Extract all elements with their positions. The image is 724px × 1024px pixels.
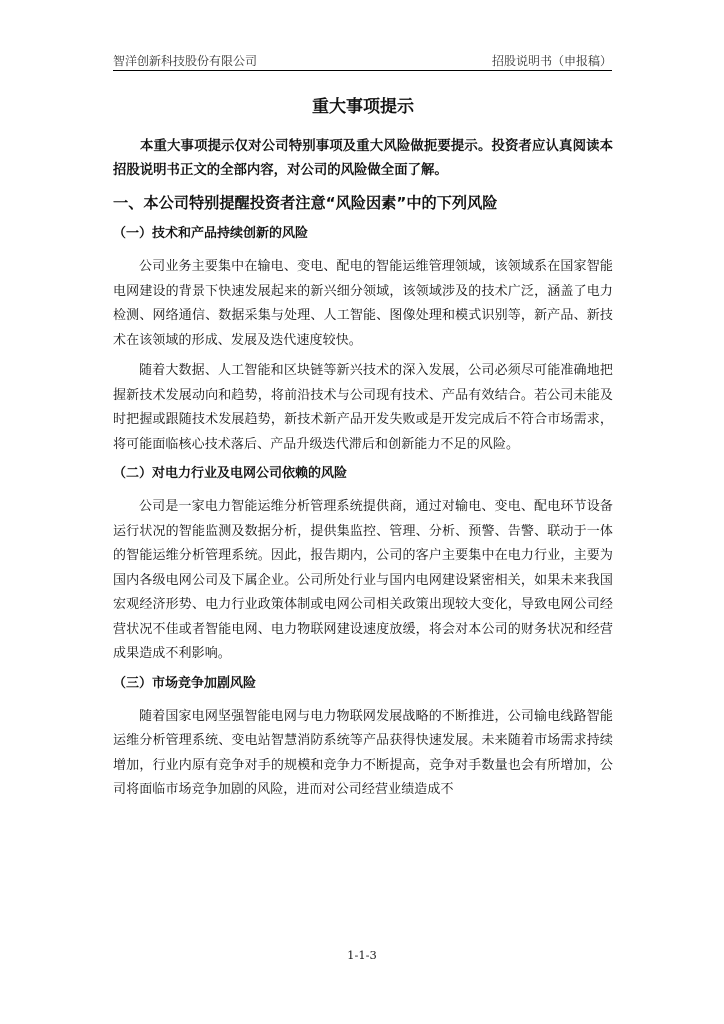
- document-body: [113, 92, 613, 809]
- subsection-heading-dependency-risk: （二）对电力行业及电网公司依赖的风险: [113, 466, 348, 481]
- page-number: 1-1-3: [347, 948, 377, 962]
- header-document-type: 招股说明书（申报稿）: [491, 54, 612, 68]
- section-heading-1: 一、本公司特别提醒投资者注意“风险因素”中的下列风险: [113, 194, 498, 212]
- intro-paragraph: 本重大事项提示仅对公司特别事项及重大风险做扼要提示。投资者应认真阅读本招股说明书正文的全部内容，对公司的风险做全面了解。: [113, 139, 613, 178]
- subsection-heading-competition-risk: （三）市场竞争加剧风险: [113, 675, 257, 691]
- subsection-heading-tech-risk: （一）技术和产品持续创新的风险: [113, 226, 309, 241]
- paragraph: 公司业务主要集中在输电、变电、配电的智能运维管理领域，该领域系在国家智能电网建设的背景下快速发展起来的新兴细分领域，该领域涉及的技术广泛，涵盖了电力检测、网络通信、数据采集与处理、人工智能、图像处理和模式识别等，新产品、新技术在该领域的形成、发展及迭代速度较快。: [113, 259, 613, 348]
- document-title: 重大事项提示: [312, 97, 414, 117]
- paragraph: 随着国家电网坚强智能电网与电力物联网发展战略的不断推进，公司输电线路智能运维分析管理系统、变电站智慧消防系统等产品获得快速发展。未来随着市场需求持续增加，行业内原有竞争对手的规模和竞争力不断提高，竞争对手数量也会有所增加，公司将面临市场竞争加剧的风险，进而对公司经营业绩造成不: [113, 708, 613, 797]
- header-company-name: 智洋创新科技股份有限公司: [113, 54, 258, 68]
- paragraph: 随着大数据、人工智能和区块链等新兴技术的深入发展，公司必须尽可能准确地把握新技术发展动向和趋势，将前沿技术与公司现有技术、产品有效结合。若公司未能及时把握或跟随技术发展趋势，新技术新产品开发失败或是开发完成后不符合市场需求，将可能面临核心技术落后、产品升级迭代滞后和创新能力不足的风险。: [113, 363, 613, 452]
- paragraph: 公司是一家电力智能运维分析管理系统提供商，通过对输电、变电、配电环节设备运行状况的智能监测及数据分析，提供集监控、管理、分析、预警、告警、联动于一体的智能运维分析管理系统。因此，报告期内，公司的客户主要集中在电力行业，主要为国内各级电网公司及下属企业。公司所处行业与国内电网建设紧密相关，如果未来我国宏观经济形势、电力行业政策体制或电网公司相关政策出现较大变化，导致电网公司经营状况不佳或者智能电网、电力物联网建设速度放缓，将会对本公司的财务状况和经营成果造成不利影响。: [113, 499, 613, 661]
- page-header: [113, 50, 612, 71]
